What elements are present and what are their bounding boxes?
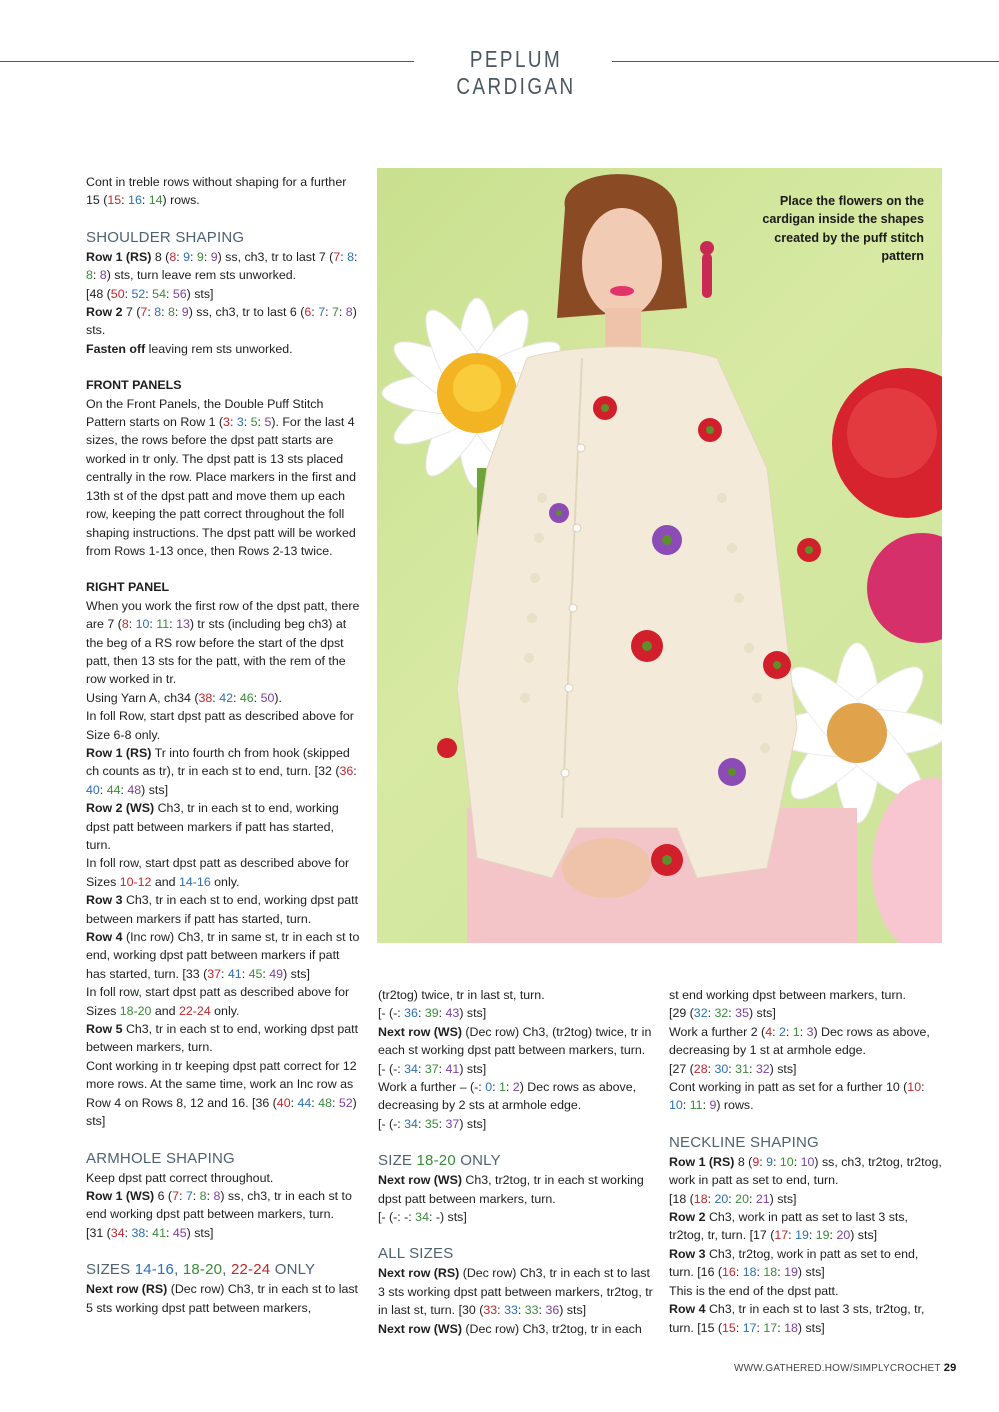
footer bbox=[734, 1362, 956, 1374]
armhole-p1: Keep dpst patt correct throughout. bbox=[86, 1170, 274, 1185]
column-3 bbox=[669, 986, 944, 1337]
armhole-row1: Row 1 (WS) 6 (7: 7: 8: 8) ss, ch3, tr in each st to end working dpst patt between markers, turn. bbox=[86, 1188, 352, 1222]
intro-text: Cont in treble rows without shaping for a further 15 (15: 16: 14) rows. bbox=[86, 175, 347, 208]
size-next-row: Next row (WS) Ch3, tr2tog, tr in each st working dpst patt between markers, turn. bbox=[378, 1173, 644, 1206]
right-p2: Using Yarn A, ch34 (38: 42: 46: 50). bbox=[86, 690, 282, 705]
right-p6: Cont working in tr keeping dpst patt correct for 12 more rows. At the same time, work an Inc row as Row 4 on Rows 8, 12 and 16. [36 (40: 44: 48: 52) sts] bbox=[86, 1058, 357, 1129]
front-heading: FRONT PANELS bbox=[86, 378, 182, 393]
shoulder-count1: [48 (50: 52: 54: 56) sts] bbox=[86, 286, 214, 301]
lips bbox=[610, 286, 634, 296]
col3-work: Work a further 2 (4: 2: 1: 3) Dec rows as above, decreasing by 1 st at armhole edge. bbox=[669, 1024, 930, 1058]
shoulder-heading: SHOULDER SHAPING bbox=[86, 228, 245, 246]
sizes-next-row: Next row (RS) (Dec row) Ch3, tr in each st to last 5 sts working dpst patt between markers, bbox=[86, 1282, 358, 1315]
right-heading: RIGHT PANEL bbox=[86, 580, 170, 595]
right-row1: Row 1 (RS) Tr into fourth ch from hook (skipped ch counts as tr), tr in each st to end, turn. [32 (36: 40: 44: 48) sts] bbox=[86, 745, 357, 797]
right-row5: Row 5 Ch3, tr in each st to end, working dpst patt between markers, turn. bbox=[86, 1022, 359, 1055]
right-row3: Row 3 Ch3, tr in each st to end, working dpst patt between markers if patt has started, turn. bbox=[86, 893, 359, 926]
right-p3: In foll Row, start dpst patt as described above for Size 6-8 only. bbox=[86, 709, 354, 742]
cardigan-body bbox=[457, 347, 797, 878]
right-p1: When you work the first row of the dpst patt, there are 7 (8: 10: 11: 13) tr sts (including beg ch3) at the beg of a RS row before the start of the dpst patt, then 13 sts for the patt, with the rem of the row worked in tr. bbox=[86, 598, 360, 687]
col3-count2: [27 (28: 30: 31: 32) sts] bbox=[669, 1061, 797, 1076]
neckline-heading: NECKLINE SHAPING bbox=[669, 1133, 819, 1151]
column-1 bbox=[86, 173, 361, 1317]
header-rule-right bbox=[612, 61, 999, 62]
sizes-heading: SIZES 14-16, 18-20, 22-24 ONLY bbox=[86, 1261, 316, 1279]
right-row2: Row 2 (WS) Ch3, tr in each st to end, working dpst patt between markers if patt has started, turn. bbox=[86, 801, 339, 852]
neck bbox=[605, 308, 641, 353]
size-heading: SIZE 18-20 ONLY bbox=[378, 1152, 501, 1170]
cardigan-photo bbox=[377, 168, 942, 943]
right-row4: Row 4 (Inc row) Ch3, tr in same st, tr in each st to end, working dpst patt between markers if patt has started, turn. [33 (37: 41: 45: 49) sts] bbox=[86, 930, 360, 981]
hands bbox=[562, 838, 652, 898]
neck-row1: Row 1 (RS) 8 (9: 9: 10: 10) ss, ch3, tr2tog, tr2tog, work in patt as set to end, turn. bbox=[669, 1154, 942, 1188]
right-p4: In foll row, start dpst patt as described above for Sizes 10-12 and 14-16 only. bbox=[86, 856, 350, 889]
shoulder-row1: Row 1 (RS) 8 (8: 9: 9: 9) ss, ch3, tr to last 7 (7: 8: 8: 8) sts, turn leave rem sts unworked. bbox=[86, 249, 358, 283]
pink-petal-icon bbox=[872, 778, 942, 943]
neck-row4: Row 4 Ch3, tr in each st to last 3 sts, tr2tog, tr, turn. [15 (15: 17: 17: 18) sts] bbox=[669, 1302, 925, 1335]
all-rs-row: Next row (RS) (Dec row) Ch3, tr in each st to last 3 sts working dpst patt between markers, tr2tog, tr in last st, turn. [30 (33: 33: 33: 36) sts] bbox=[378, 1266, 653, 1318]
photo-caption: Place the flowers on the cardigan inside the shapes created by the puff stitch pattern bbox=[762, 194, 924, 264]
neck-row2: Row 2 Ch3, work in patt as set to last 3 sts, tr2tog, tr, turn. [17 (17: 19: 19: 20) sts] bbox=[669, 1210, 908, 1243]
neck-end: This is the end of the dpst patt. bbox=[669, 1283, 839, 1298]
rose-right-icon bbox=[832, 368, 942, 643]
shoulder-fasten: Fasten off leaving rem sts unworked. bbox=[86, 341, 293, 356]
right-p5: In foll row, start dpst patt as described above for Sizes 18-20 and 22-24 only. bbox=[86, 985, 350, 1018]
col2-count1: [- (-: 36: 39: 43) sts] bbox=[378, 1006, 487, 1021]
col3-cont: Cont working in patt as set for a further 10 (10: 10: 11: 9) rows. bbox=[669, 1080, 925, 1113]
neck-row1-count: [18 (18: 20: 20: 21) sts] bbox=[669, 1191, 797, 1206]
header-rule-left bbox=[0, 61, 414, 62]
col3-p1: st end working dpst between markers, turn. bbox=[669, 988, 906, 1002]
earring-icon bbox=[700, 241, 714, 255]
col2-p1: (tr2tog) twice, tr in last st, turn. bbox=[378, 988, 545, 1002]
size-count: [- (-: -: 34: -) sts] bbox=[378, 1210, 467, 1225]
armhole-heading: ARMHOLE SHAPING bbox=[86, 1149, 235, 1167]
all-sizes-heading: ALL SIZES bbox=[378, 1245, 454, 1263]
model-illustration bbox=[377, 168, 942, 943]
neck-row3: Row 3 Ch3, tr2tog, work in patt as set to end, turn. [16 (16: 18: 18: 19) sts] bbox=[669, 1246, 919, 1280]
col3-count1: [29 (32: 32: 35) sts] bbox=[669, 1006, 776, 1021]
col2-count2: [- (-: 34: 35: 37) sts] bbox=[378, 1116, 487, 1131]
col2-work: Work a further – (-: 0: 1: 2) Dec rows as above, decreasing by 2 sts at armhole edge. bbox=[378, 1080, 637, 1113]
col2-next-row: Next row (WS) (Dec row) Ch3, (tr2tog) twice, tr in each st working dpst patt between markers, turn. [- (-: 34: 37: 41) sts] bbox=[378, 1024, 652, 1076]
footer-url: WWW.GATHERED.HOW/SIMPLYCROCHET bbox=[734, 1363, 941, 1374]
face bbox=[582, 208, 662, 318]
page-title: PEPLUM CARDIGAN bbox=[456, 46, 576, 99]
armhole-count: [31 (34: 38: 41: 45) sts] bbox=[86, 1225, 214, 1240]
column-2 bbox=[378, 986, 653, 1338]
all-ws-row: Next row (WS) (Dec row) Ch3, tr2tog, tr in each bbox=[378, 1321, 642, 1336]
shoulder-row2: Row 2 7 (7: 8: 8: 9) ss, ch3, tr to last 6 (6: 7: 7: 8) sts. bbox=[86, 305, 357, 338]
front-text: On the Front Panels, the Double Puff Stitch Pattern starts on Row 1 (3: 3: 5: 5). For the last 4 sizes, the rows before the dpst patt starts are worked in tr only. The dpst patt is 13 sts placed centrally in the row. Place markers in the first and 13th st of the dpst patt and move them up each row, keeping the patt correct throughout the foll shaping instructions. The dpst patt will be worked from Rows 1-13 once, then Rows 2-13 twice. bbox=[86, 396, 356, 558]
page-number: 29 bbox=[943, 1362, 957, 1374]
